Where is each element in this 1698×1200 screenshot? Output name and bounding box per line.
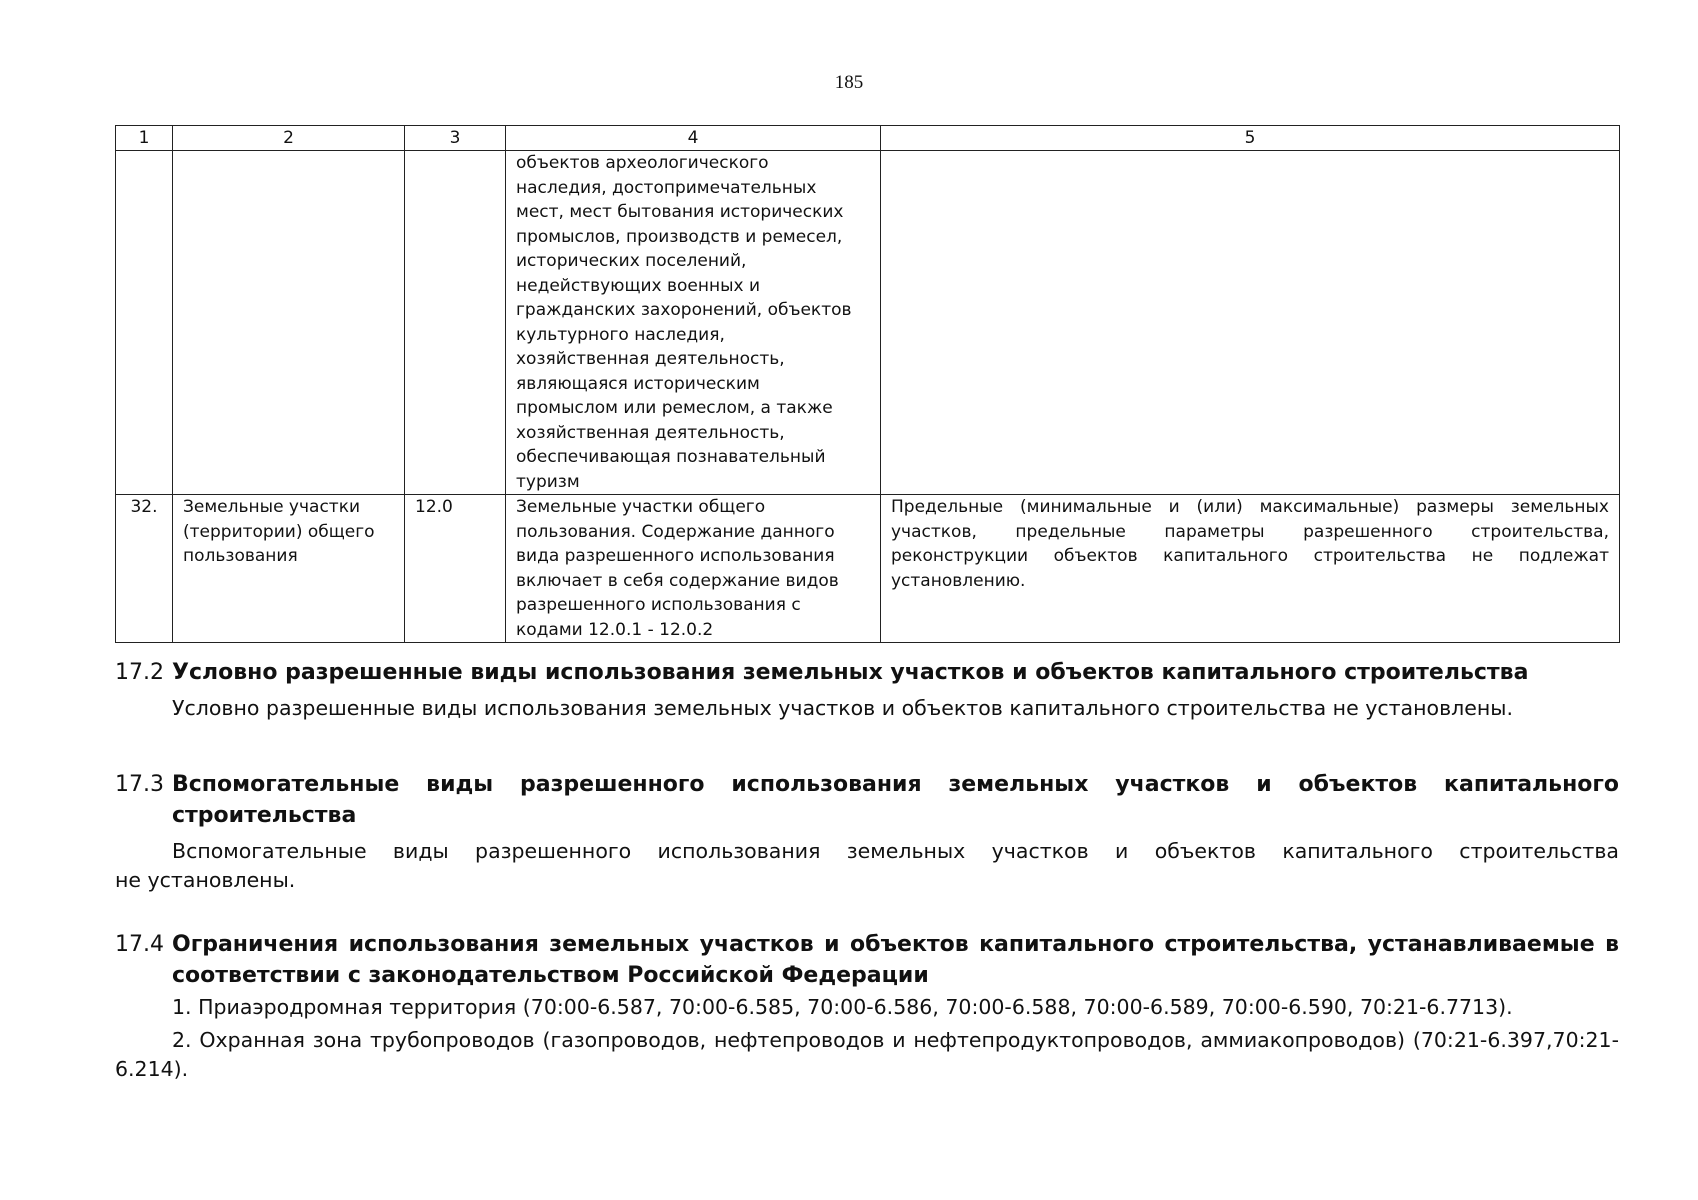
section-number: 17.4 [115, 932, 164, 957]
section-text: Условно разрешенные виды использования земельных участков и объектов капитального строительства не установлены. [172, 696, 1513, 720]
section-17-2 [115, 657, 1619, 723]
column-header-1: 1 [116, 126, 173, 151]
cell-use-code: 12.0 [405, 495, 506, 643]
cell-empty [116, 151, 173, 495]
text-line: хозяйственная деятельность, [516, 349, 785, 369]
section-text-line-2: не установлены. [115, 868, 296, 892]
cell-use-name [173, 495, 405, 643]
section-title: Вспомогательные виды разрешенного использования земельных участков и объектов капитального строительства [172, 772, 1619, 828]
text-line: исторических поселений, [516, 251, 747, 271]
cell-description-continuation [506, 151, 881, 495]
list-item-2: 2. Охранная зона трубопроводов (газопроводов, нефтепроводов и нефтепродуктопроводов, аммиакопроводов) (70:21-6.397,70:21-6.214). [115, 1028, 1619, 1081]
table-row-continuation [116, 151, 1620, 495]
text-line: вида разрешенного использования [516, 546, 835, 566]
column-header-5: 5 [881, 126, 1620, 151]
section-17-4 [115, 929, 1619, 1084]
text-line: наследия, достопримечательных [516, 177, 817, 198]
cell-parameters: Предельные (минимальные и (или) максимальные) размеры земельных участков, предельные параметры разрешенного строительства, реконструкции объектов капитального строительства не подлежат установлению. [881, 495, 1620, 643]
column-header-2: 2 [173, 126, 405, 151]
text-line: промыслом или ремеслом, а также [516, 398, 833, 418]
section-number: 17.3 [115, 772, 164, 797]
text-line: Земельные участки [183, 497, 361, 517]
text-line: туризм [516, 471, 580, 492]
text-line: объектов археологического [516, 153, 769, 173]
text-line: мест, мест бытования исторических [516, 202, 844, 222]
text-line: хозяйственная деятельность, [516, 422, 785, 443]
text-line: промыслов, производств и ремесел, [516, 226, 843, 247]
land-use-table [115, 125, 1620, 643]
cell-empty [881, 151, 1620, 495]
cell-row-number: 32. [116, 495, 173, 643]
section-17-3 [115, 769, 1619, 895]
text-line: кодами 12.0.1 - 12.0.2 [516, 619, 714, 640]
page-number: 185 [834, 72, 864, 93]
section-heading [115, 929, 1619, 991]
text-line: разрешенного использования с [516, 595, 801, 615]
column-header-4: 4 [506, 126, 881, 151]
text-line: включает в себя содержание видов [516, 570, 839, 591]
list-item-1: 1. Приаэродромная территория (70:00-6.587, 70:00-6.585, 70:00-6.586, 70:00-6.588, 70:00-6.589, 70:00-6.590, 70:21-6.7713). [172, 995, 1513, 1019]
section-heading [115, 657, 1619, 688]
table-row-32 [116, 495, 1620, 643]
cell-empty [173, 151, 405, 495]
section-heading [115, 769, 1619, 831]
text-line: Земельные участки общего [516, 497, 766, 517]
text-line: пользования [183, 546, 298, 566]
section-title: Ограничения использования земельных участков и объектов капитального строительства, устанавливаемые в соответствии с законодательством Российской Федерации [172, 932, 1619, 988]
section-title: Условно разрешенные виды использования земельных участков и объектов капитального строительства [172, 660, 1529, 685]
text-line: обеспечивающая познавательный [516, 447, 826, 467]
text-line: недействующих военных и [516, 275, 761, 296]
text-line: пользования. Содержание данного [516, 521, 835, 542]
column-header-3: 3 [405, 126, 506, 151]
text-line: культурного наследия, [516, 324, 725, 345]
cell-use-description [506, 495, 881, 643]
text-line: гражданских захоронений, объектов [516, 300, 852, 320]
text-line: являющаяся историческим [516, 373, 760, 394]
section-number: 17.2 [115, 660, 164, 685]
table-header-row [116, 126, 1620, 151]
section-text-line-1: Вспомогательные виды разрешенного использования земельных участков и объектов капитального строительства [172, 839, 1619, 863]
cell-empty [405, 151, 506, 495]
text-line: (территории) общего [183, 521, 375, 542]
